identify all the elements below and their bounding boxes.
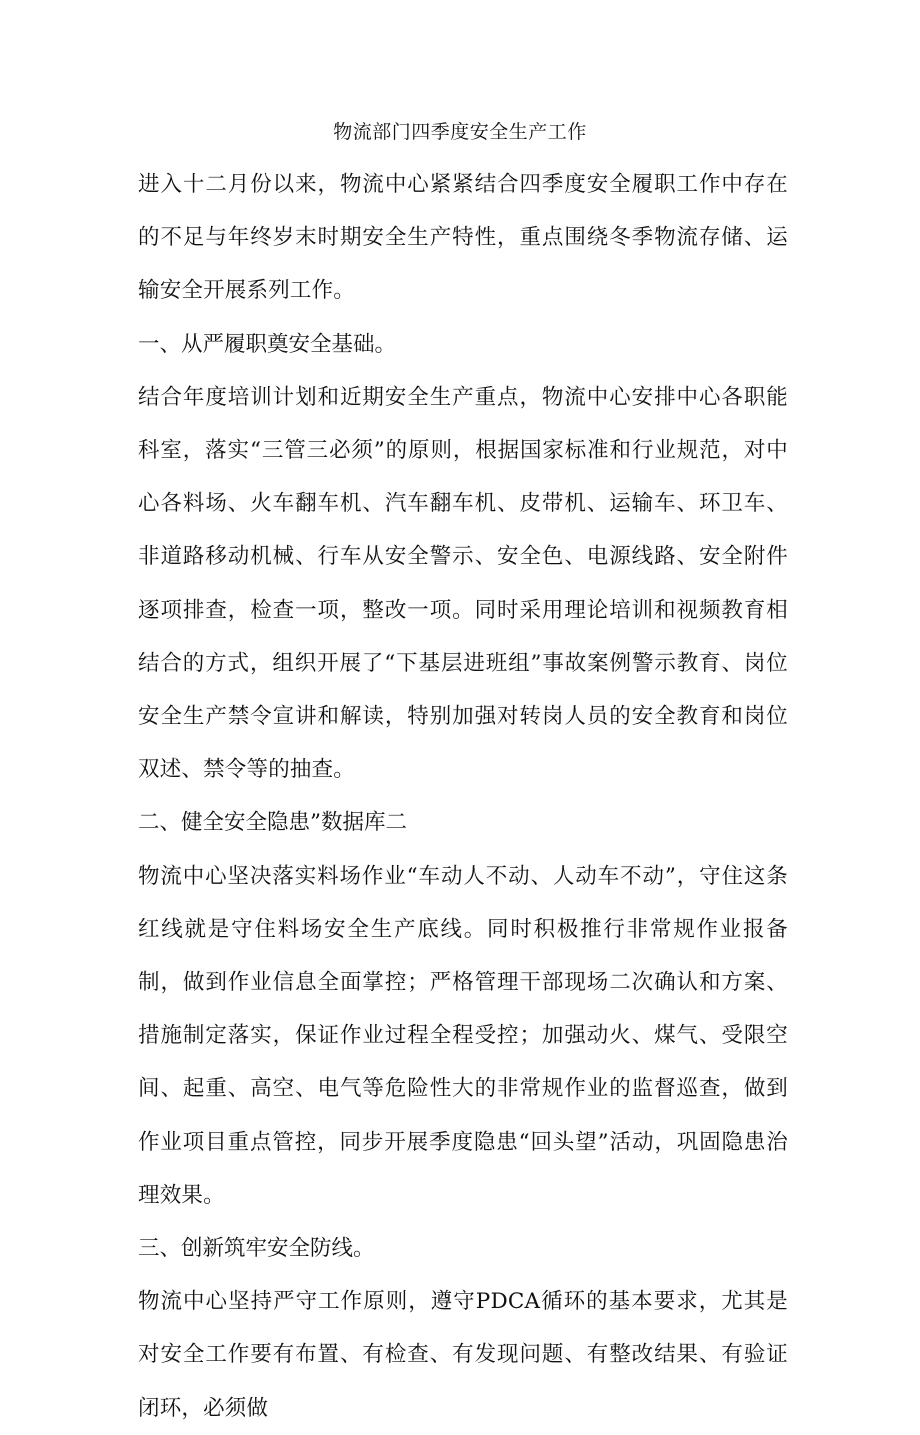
section-3-heading: 三、创新筑牢安全防线。: [138, 1236, 375, 1262]
section-1-paragraph: 结合年度培训计划和近期安全生产重点，物流中心安排中心各职能科室，落实“三管三必须”的原则，根据国家标准和行业规范，对中心各料场、火车翻车机、汽车翻车机、皮带机、运输车、环卫车、非道路移动机械、行车从安全警示、安全色、电源线路、安全附件逐项排查，检查一项，整改一项。同时采用理论培训和视频教育相结合的方式，组织开展了“下基层进班组”事故案例警示教育、岗位安全生产禁令宣讲和解读，特别加强对转岗人员的安全教育和岗位双述、禁令等的抽查。: [138, 384, 788, 783]
section-2-heading: 二、健全安全隐患”数据库二: [138, 810, 407, 836]
section-1-heading: 一、从严履职奠安全基础。: [138, 331, 397, 357]
intro-paragraph: 进入十二月份以来，物流中心紧紧结合四季度安全履职工作中存在的不足与年终岁末时期安全生产特性，重点围绕冬季物流存储、运输安全开展系列工作。: [138, 172, 788, 304]
section-2-paragraph: 物流中心坚决落实料场作业“车动人不动、人动车不动”，守住这条红线就是守住料场安全生产底线。同时积极推行非常规作业报备制，做到作业信息全面掌控；严格管理干部现场二次确认和方案、措施制定落实，保证作业过程全程受控；加强动火、煤气、受限空间、起重、高空、电气等危险性大的非常规作业的监督巡查，做到作业项目重点管控，同步开展季度隐患“回头望”活动，巩固隐患治理效果。: [138, 863, 788, 1208]
section-3-paragraph: 物流中心坚持严守工作原则，遵守PDCA循环的基本要求，尤其是对安全工作要有布置、有检查、有发现问题、有整改结果、有验证闭环，必须做: [138, 1289, 788, 1421]
document-title: 物流部门四季度安全生产工作: [333, 121, 587, 143]
document-body: [138, 158, 788, 1435]
